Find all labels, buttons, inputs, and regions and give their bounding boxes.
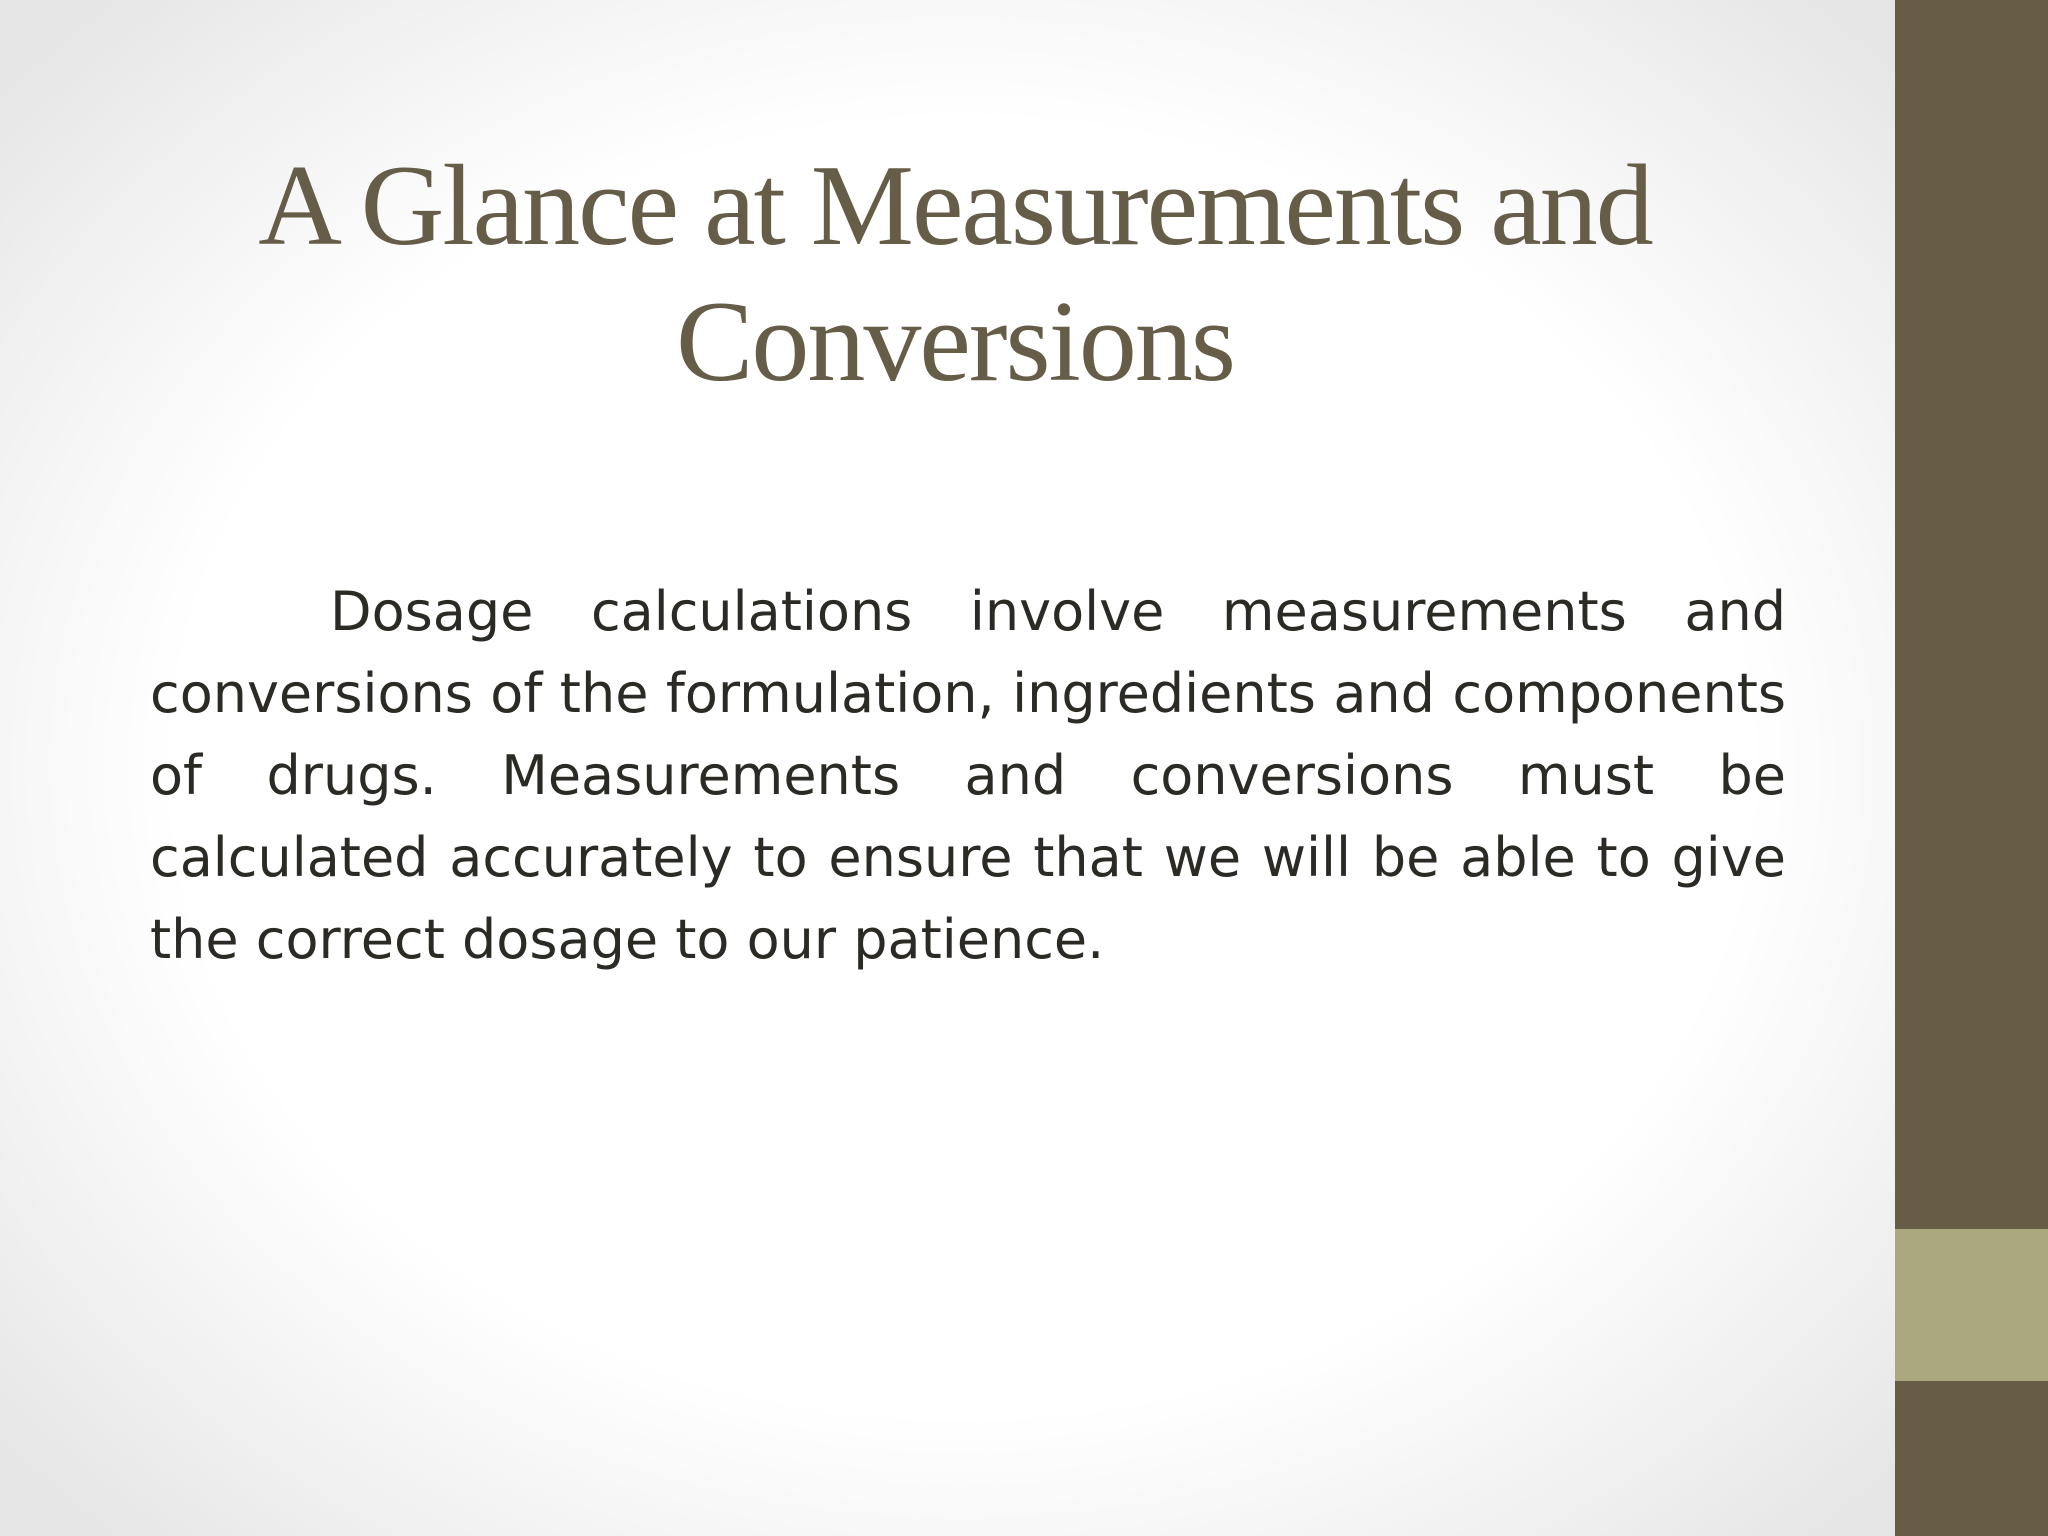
decorative-side-accent (1895, 1229, 2048, 1381)
slide-title: A Glance at Measurements and Conversions (258, 142, 1652, 406)
slide-body-text: Dosage calculations involve measurements and conversions of the formulation, ingredients and components of drugs. Measurements and conversions must be calculated accurately to ensure that we will be able to give the correct dosage to our patience. (150, 580, 1786, 971)
